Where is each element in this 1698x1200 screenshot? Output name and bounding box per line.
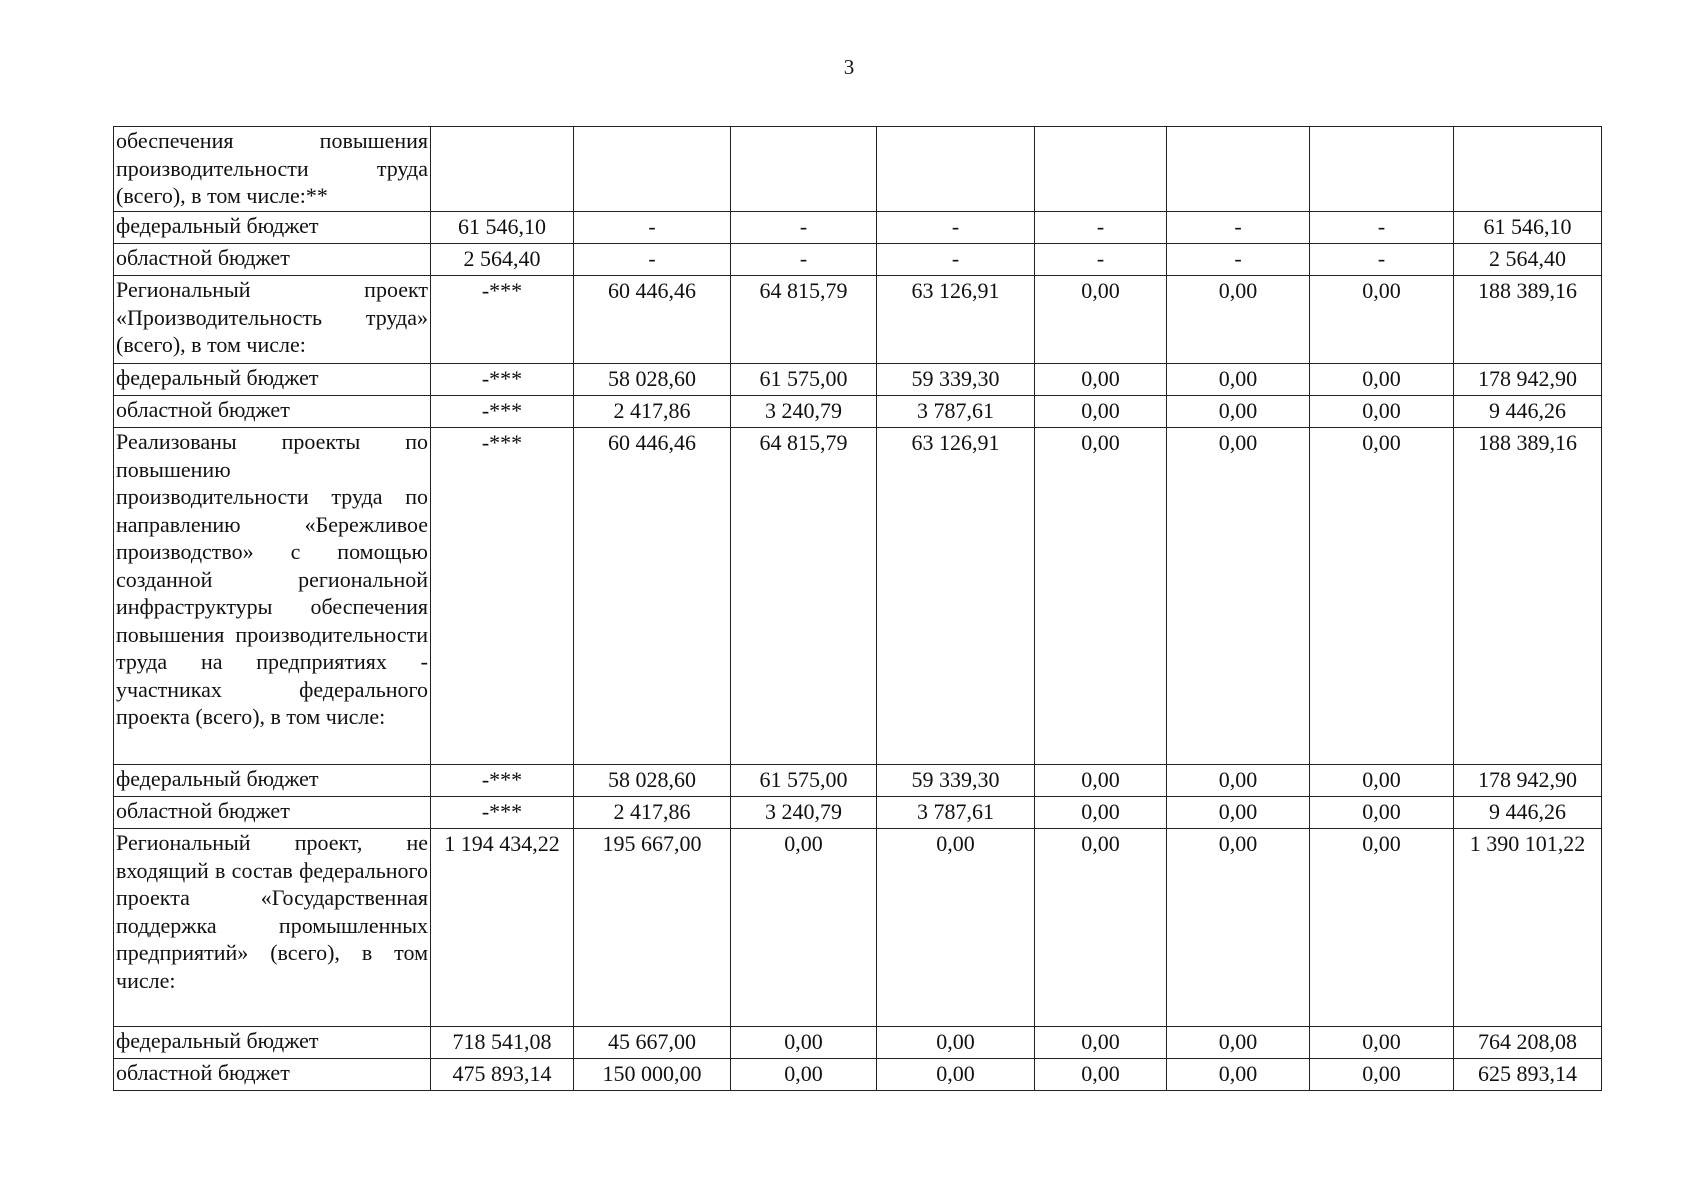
- value-cell: 2 417,86: [574, 797, 731, 829]
- value-cell: 188 389,16: [1454, 428, 1602, 765]
- value-cell: 61 546,10: [431, 212, 574, 244]
- row-label: федеральный бюджет: [114, 364, 431, 396]
- value-cell: 0,00: [1310, 765, 1454, 797]
- table-row: [114, 428, 1602, 765]
- value-cell: 178 942,90: [1454, 364, 1602, 396]
- table-row: [114, 276, 1602, 364]
- value-cell: 0,00: [1310, 1027, 1454, 1059]
- value-cell: 0,00: [1167, 428, 1310, 765]
- value-cell: 0,00: [1167, 1059, 1310, 1091]
- table-row: [114, 244, 1602, 276]
- value-cell: 0,00: [1035, 797, 1167, 829]
- value-cell: 61 546,10: [1454, 212, 1602, 244]
- row-label: федеральный бюджет: [114, 1027, 431, 1059]
- value-cell: 625 893,14: [1454, 1059, 1602, 1091]
- value-cell: [731, 127, 877, 212]
- value-cell: 0,00: [1167, 364, 1310, 396]
- value-cell: [1310, 127, 1454, 212]
- table-row: [114, 127, 1602, 212]
- value-cell: 0,00: [877, 829, 1035, 1027]
- value-cell: 0,00: [1167, 396, 1310, 428]
- value-cell: 3 787,61: [877, 396, 1035, 428]
- value-cell: 178 942,90: [1454, 765, 1602, 797]
- value-cell: 0,00: [1310, 396, 1454, 428]
- value-cell: -: [1310, 244, 1454, 276]
- value-cell: -***: [431, 765, 574, 797]
- value-cell: -: [877, 212, 1035, 244]
- value-cell: -: [877, 244, 1035, 276]
- value-cell: -: [574, 244, 731, 276]
- value-cell: -***: [431, 276, 574, 364]
- value-cell: [1167, 127, 1310, 212]
- value-cell: 0,00: [1310, 1059, 1454, 1091]
- value-cell: -***: [431, 428, 574, 765]
- value-cell: [1454, 127, 1602, 212]
- value-cell: 9 446,26: [1454, 797, 1602, 829]
- value-cell: 3 787,61: [877, 797, 1035, 829]
- value-cell: 0,00: [1035, 428, 1167, 765]
- table-row: [114, 396, 1602, 428]
- value-cell: 0,00: [1035, 1059, 1167, 1091]
- value-cell: 45 667,00: [574, 1027, 731, 1059]
- value-cell: 60 446,46: [574, 428, 731, 765]
- row-label: областной бюджет: [114, 797, 431, 829]
- value-cell: 2 564,40: [431, 244, 574, 276]
- table-row: [114, 364, 1602, 396]
- value-cell: 0,00: [1167, 829, 1310, 1027]
- value-cell: 0,00: [1035, 276, 1167, 364]
- value-cell: 64 815,79: [731, 428, 877, 765]
- value-cell: 0,00: [1167, 1027, 1310, 1059]
- page-number: 3: [843, 55, 855, 79]
- value-cell: 0,00: [1167, 276, 1310, 364]
- value-cell: 195 667,00: [574, 829, 731, 1027]
- value-cell: [431, 127, 574, 212]
- value-cell: 58 028,60: [574, 765, 731, 797]
- row-label: федеральный бюджет: [114, 765, 431, 797]
- value-cell: 0,00: [1167, 797, 1310, 829]
- value-cell: 0,00: [731, 829, 877, 1027]
- table-row: [114, 829, 1602, 1027]
- value-cell: -: [1035, 244, 1167, 276]
- value-cell: 0,00: [1310, 797, 1454, 829]
- value-cell: 3 240,79: [731, 396, 877, 428]
- value-cell: 0,00: [877, 1027, 1035, 1059]
- value-cell: 60 446,46: [574, 276, 731, 364]
- table-row: [114, 1059, 1602, 1091]
- value-cell: 0,00: [1167, 765, 1310, 797]
- value-cell: -***: [431, 364, 574, 396]
- value-cell: 63 126,91: [877, 428, 1035, 765]
- value-cell: -: [1035, 212, 1167, 244]
- value-cell: 188 389,16: [1454, 276, 1602, 364]
- value-cell: 0,00: [1035, 829, 1167, 1027]
- value-cell: 0,00: [1035, 1027, 1167, 1059]
- value-cell: 0,00: [877, 1059, 1035, 1091]
- value-cell: 9 446,26: [1454, 396, 1602, 428]
- table-row: [114, 1027, 1602, 1059]
- value-cell: [1035, 127, 1167, 212]
- row-label: областной бюджет: [114, 1059, 431, 1091]
- value-cell: 61 575,00: [731, 364, 877, 396]
- value-cell: 0,00: [731, 1027, 877, 1059]
- value-cell: 718 541,08: [431, 1027, 574, 1059]
- value-cell: 61 575,00: [731, 765, 877, 797]
- value-cell: 3 240,79: [731, 797, 877, 829]
- table-row: [114, 797, 1602, 829]
- value-cell: 150 000,00: [574, 1059, 731, 1091]
- value-cell: 2 564,40: [1454, 244, 1602, 276]
- value-cell: 0,00: [1035, 765, 1167, 797]
- row-label: Региональный проект «Производительность труда» (всего), в том числе:: [114, 276, 431, 364]
- value-cell: 1 390 101,22: [1454, 829, 1602, 1027]
- value-cell: -***: [431, 396, 574, 428]
- value-cell: 64 815,79: [731, 276, 877, 364]
- value-cell: 59 339,30: [877, 765, 1035, 797]
- value-cell: -: [1310, 212, 1454, 244]
- table-row: [114, 765, 1602, 797]
- value-cell: -: [1167, 244, 1310, 276]
- value-cell: 0,00: [1035, 364, 1167, 396]
- value-cell: [877, 127, 1035, 212]
- table-row: [114, 212, 1602, 244]
- value-cell: [574, 127, 731, 212]
- value-cell: 2 417,86: [574, 396, 731, 428]
- value-cell: 0,00: [1310, 829, 1454, 1027]
- value-cell: -: [574, 212, 731, 244]
- row-label: Региональный проект, не входящий в состав федерального проекта «Государственная поддержка промышленных предприятий» (всего), в том числе:: [114, 829, 431, 1027]
- row-label: областной бюджет: [114, 396, 431, 428]
- row-label: областной бюджет: [114, 244, 431, 276]
- value-cell: 0,00: [1310, 364, 1454, 396]
- value-cell: -: [1167, 212, 1310, 244]
- value-cell: 764 208,08: [1454, 1027, 1602, 1059]
- value-cell: 63 126,91: [877, 276, 1035, 364]
- value-cell: 58 028,60: [574, 364, 731, 396]
- row-label: федеральный бюджет: [114, 212, 431, 244]
- budget-table-body: [114, 127, 1602, 1091]
- value-cell: -: [731, 212, 877, 244]
- row-label: обеспечения повышения производительности труда (всего), в том числе:**: [114, 127, 431, 212]
- value-cell: 475 893,14: [431, 1059, 574, 1091]
- budget-table: [113, 126, 1602, 1091]
- value-cell: -: [731, 244, 877, 276]
- value-cell: 59 339,30: [877, 364, 1035, 396]
- value-cell: 0,00: [731, 1059, 877, 1091]
- row-label: Реализованы проекты по повышению производительности труда по направлению «Бережливое производство» с помощью созданной региональной инфраструктуры обеспечения повышения производительности труда на предприятиях - участниках федерального проекта (всего), в том числе:: [114, 428, 431, 765]
- value-cell: 0,00: [1035, 396, 1167, 428]
- value-cell: 0,00: [1310, 428, 1454, 765]
- value-cell: 1 194 434,22: [431, 829, 574, 1027]
- value-cell: -***: [431, 797, 574, 829]
- value-cell: 0,00: [1310, 276, 1454, 364]
